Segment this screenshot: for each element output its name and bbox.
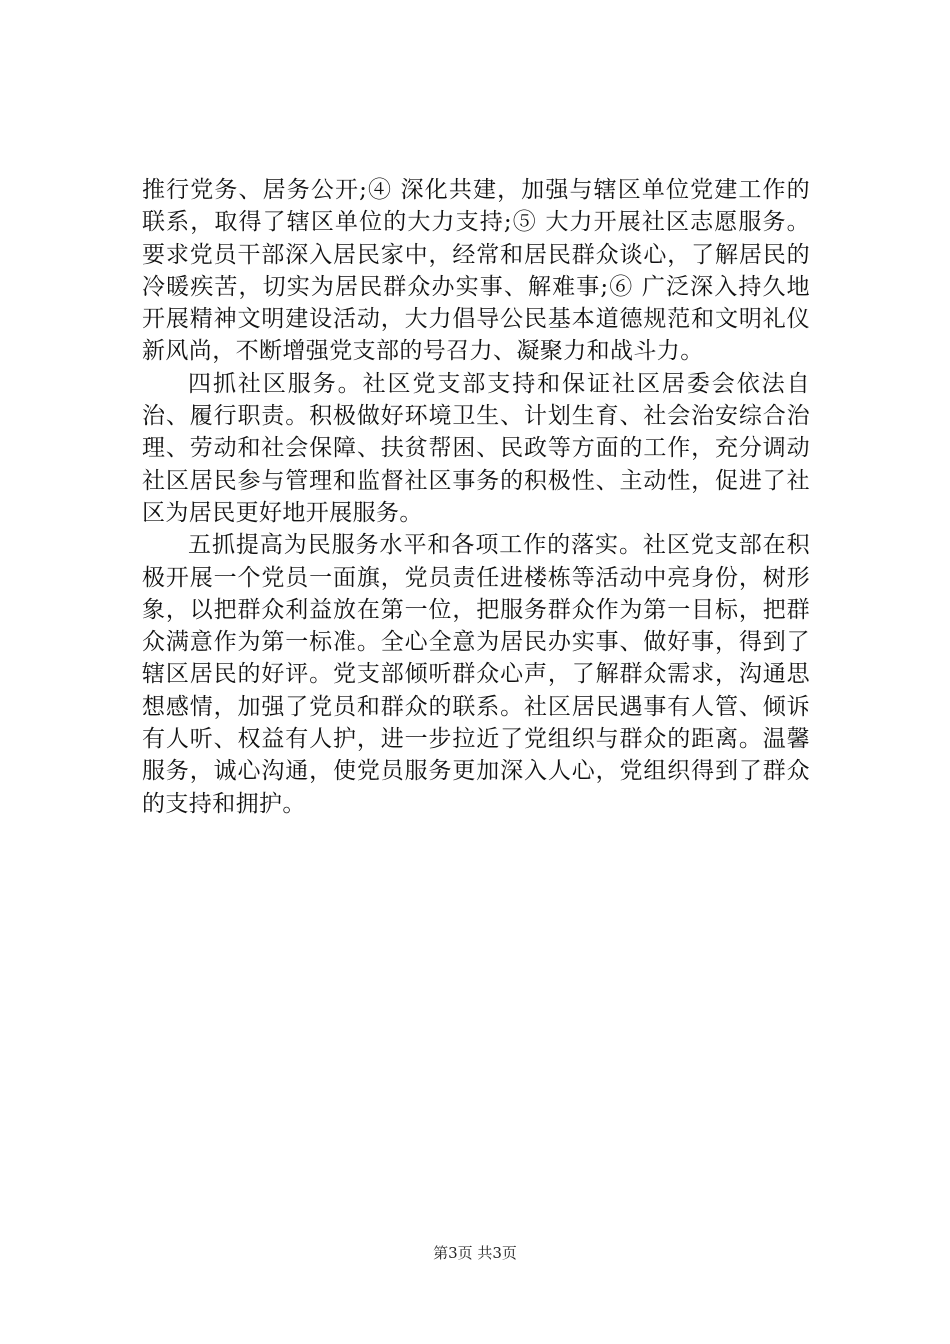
page-number-footer: 第3页 共3页	[433, 1244, 517, 1262]
paragraph-service-improvement: 五抓提高为民服务水平和各项工作的落实。社区党支部在积极开展一个党员一面旗，党员责任进楼栋等活动中亮身份，树形象，以把群众利益放在第一位，把服务群众作为第一目标，把群众满意作为第一标准。全心全意为居民办实事、做好事，得到了辖区居民的好评。党支部倾听群众心声，了解群众需求，沟通思想感情，加强了党员和群众的联系。社区居民遇事有人管、倾诉有人听、权益有人护，进一步拉近了党组织与群众的距离。温馨服务，诚心沟通，使党员服务更加深入人心，党组织得到了群众的支持和拥护。	[142, 532, 810, 817]
document-body	[142, 174, 810, 820]
paragraph-community-service: 四抓社区服务。社区党支部支持和保证社区居委会依法自治、履行职责。积极做好环境卫生、计划生育、社会治安综合治理、劳动和社会保障、扶贫帮困、民政等方面的工作，充分调动社区居民参与管理和监督社区事务的积极性、主动性，促进了社区为居民更好地开展服务。	[142, 370, 810, 526]
paragraph-continued: 推行党务、居务公开;④ 深化共建，加强与辖区单位党建工作的联系，取得了辖区单位的大力支持;⑤ 大力开展社区志愿服务。要求党员干部深入居民家中，经常和居民群众谈心，了解居民的冷暖疾苦，切实为居民群众办实事、解难事;⑥ 广泛深入持久地开展精神文明建设活动，大力倡导公民基本道德规范和文明礼仪新风尚，不断增强党支部的号召力、凝聚力和战斗力。	[142, 177, 810, 365]
